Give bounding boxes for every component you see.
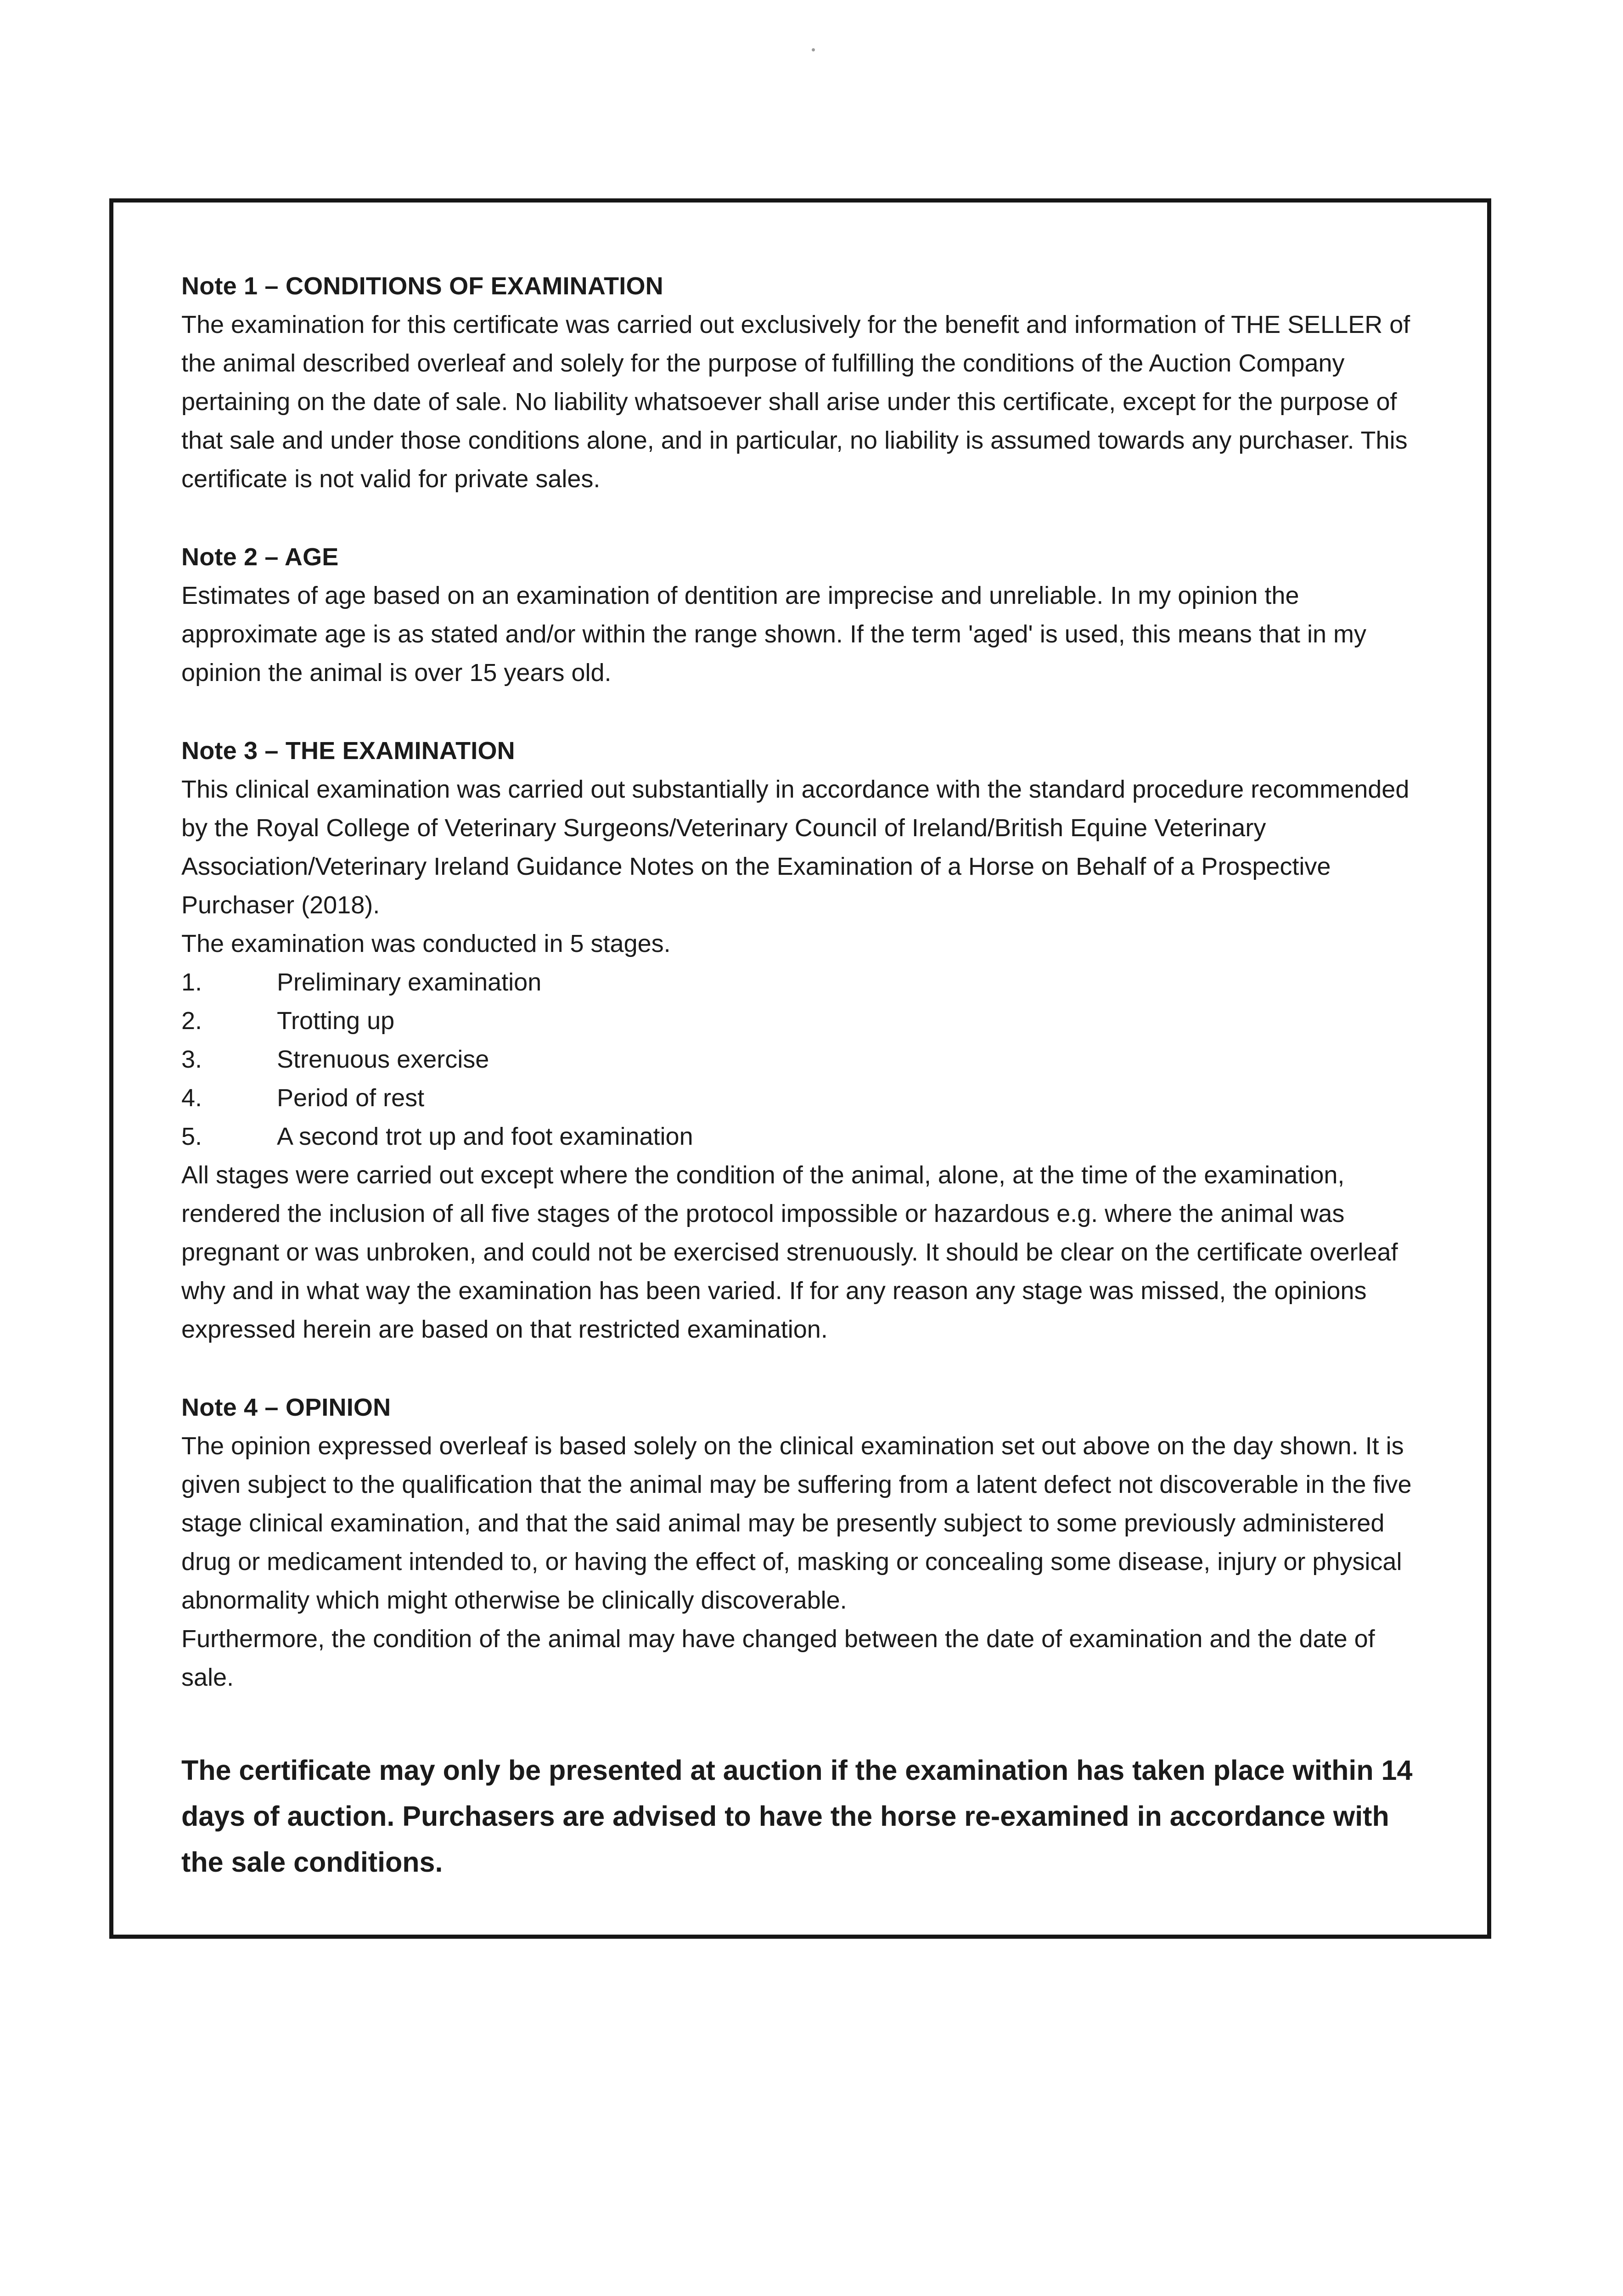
stage-number: 4.: [181, 1084, 202, 1112]
stage-item: [181, 1002, 1427, 1040]
note-3-body-exceptions: All stages were carried out except where the condition of the animal, alone, at the time of the examination, rendered the inclusion of all five stages of the protocol impossible or hazardous e.g. where the animal was pregnant or was unbroken, and could not be exercised strenuously. It should be clear on the certificate overleaf why and in what way the examination has been varied. If for any reason any stage was missed, the opinions expressed herein are based on that restricted examination.: [181, 1161, 1398, 1343]
note-3-heading: Note 3 – THE EXAMINATION: [181, 737, 515, 765]
note-2-heading: Note 2 – AGE: [181, 543, 339, 571]
stage-label: Trotting up: [277, 1007, 395, 1035]
note-2-section: [181, 538, 1427, 692]
note-4-body-opinion: The opinion expressed overleaf is based solely on the clinical examination set out above on the day shown. It is given subject to the qualification that the animal may be suffering from a latent defect not discoverable in the five stage clinical examination, and that the said animal may be presently subject to some previously administered drug or medicament intended to, or having the effect of, masking or concealing some disease, injury or physical abnormality which might otherwise be clinically discoverable.: [181, 1432, 1412, 1614]
note-4-heading: Note 4 – OPINION: [181, 1394, 391, 1421]
note-2-body: Estimates of age based on an examination of dentition are imprecise and unreliable. In my opinion the approximate age is as stated and/or within the range shown. If the term 'aged' is used, this means that in my opinion the animal is over 15 years old.: [181, 582, 1367, 687]
notes-border-box: [109, 198, 1491, 1939]
note-3-body-stages-intro: The examination was conducted in 5 stages.: [181, 930, 671, 957]
stage-number: 5.: [181, 1123, 202, 1150]
stage-number: 3.: [181, 1046, 202, 1073]
note-1-body: The examination for this certificate was carried out exclusively for the benefit and information of THE SELLER of the animal described overleaf and solely for the purpose of fulfilling the conditions of the Auction Company pertaining on the date of sale. No liability whatsoever shall arise under this certificate, except for the purpose of that sale and under those conditions alone, and in particular, no liability is assumed towards any purchaser. This certificate is not valid for private sales.: [181, 311, 1410, 493]
note-3-body-procedure: This clinical examination was carried out substantially in accordance with the standard procedure recommended by the Royal College of Veterinary Surgeons/Veterinary Council of Ireland/British Equine Veterinary Association/Veterinary Ireland Guidance Notes on the Examination of a Horse on Behalf of a Prospective Purchaser (2018).: [181, 776, 1410, 919]
stage-number: 1.: [181, 968, 202, 996]
note-3-section: [181, 732, 1427, 1349]
stage-number: 2.: [181, 1007, 202, 1035]
stage-label: Period of rest: [277, 1084, 425, 1112]
note-1-heading: Note 1 – CONDITIONS OF EXAMINATION: [181, 272, 663, 300]
stage-item: [181, 1117, 1427, 1156]
stage-item: [181, 1040, 1427, 1079]
stage-label: Preliminary examination: [277, 968, 542, 996]
stage-item: [181, 1079, 1427, 1117]
auction-validity-notice: The certificate may only be presented at auction if the examination has taken place within 14 days of auction. Purchasers are advised to have the horse re-examined in accordance with the sale conditions.: [181, 1755, 1413, 1878]
note-4-section: [181, 1388, 1427, 1697]
note-1-section: [181, 267, 1427, 498]
stage-item: [181, 963, 1427, 1002]
stage-label: Strenuous exercise: [277, 1046, 489, 1073]
stage-label: A second trot up and foot examination: [277, 1123, 693, 1150]
note-4-body-furthermore: Furthermore, the condition of the animal may have changed between the date of examination and the date of sale.: [181, 1625, 1375, 1691]
scan-speckle: [812, 48, 815, 51]
